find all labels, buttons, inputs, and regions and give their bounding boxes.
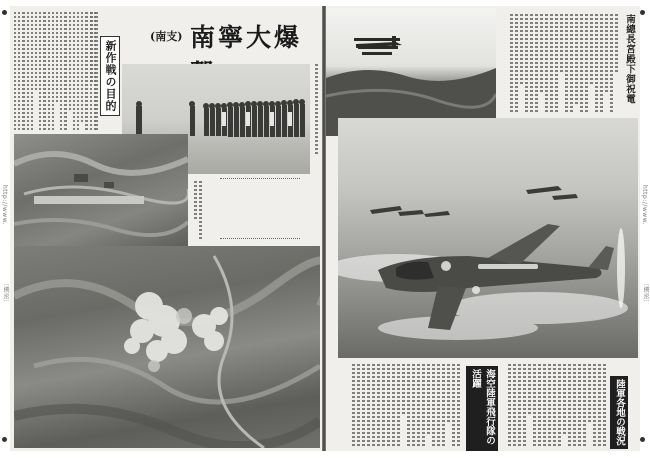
telegram-title: 南總長宮殿下御祝電: [624, 14, 635, 104]
photo-caption-right: [310, 64, 318, 174]
right-page: [326, 6, 640, 451]
seaplane-photo: [326, 8, 496, 136]
sub-title-text: [86, 12, 98, 130]
bottom-article-text-1: [340, 364, 460, 446]
telegram-text: [500, 14, 618, 114]
bottom-title-1: 海空陸軍飛行隊の活躍: [466, 366, 498, 451]
main-title: 南寧大爆: [190, 23, 303, 52]
left-page: [10, 6, 322, 451]
left-margin-url: http://www.: [1, 185, 8, 225]
left-margin-dot-bottom: [2, 437, 7, 442]
right-margin-dot-top: [640, 10, 645, 15]
bottom-title-2: 陸軍各地の戦況: [610, 376, 628, 449]
bomber-formation-photo: [338, 118, 638, 358]
intro-text-block: [14, 12, 96, 130]
left-margin-label: 〔機密〕: [2, 280, 9, 306]
right-margin-dot-bottom: [640, 437, 645, 442]
airfield-captions: [192, 181, 202, 241]
airfield-photo: [14, 134, 188, 246]
right-margin-label: 〔機密〕: [642, 280, 649, 306]
bottom-article-text-2: [486, 364, 606, 446]
magazine-spread: [10, 6, 640, 451]
sub-title: 新作戦の目的: [100, 36, 120, 116]
bombing-aerial-photo: [14, 246, 320, 448]
caption-line-2: [220, 238, 300, 239]
right-margin-url: http://www.: [641, 185, 648, 225]
title-tag: (南支): [150, 30, 183, 43]
caption-line: [220, 178, 300, 179]
left-margin-dot-top: [2, 10, 7, 15]
